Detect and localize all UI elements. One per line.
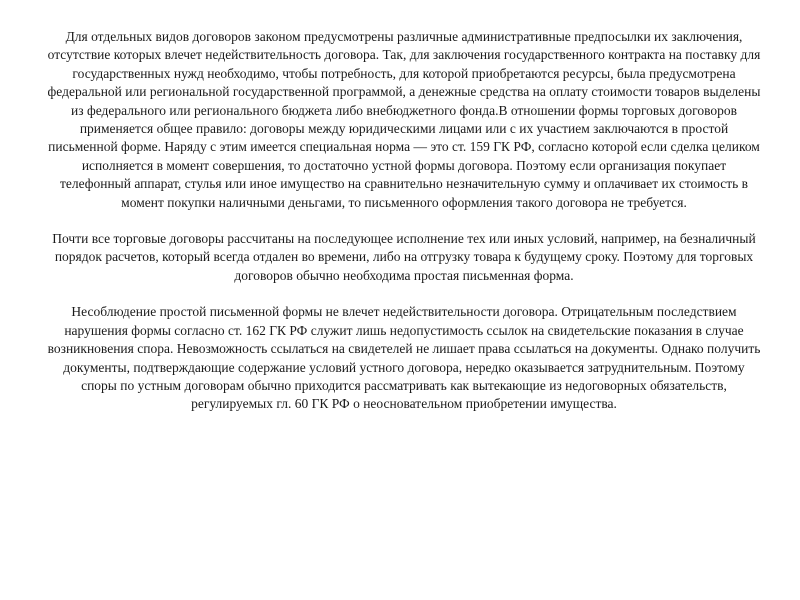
- paragraph-trade-contracts-form: Почти все торговые договоры рассчитаны на последующее исполнение тех или иных условий, например, на безналичный порядок расчетов, который всегда отдален во времени, либо на отгрузку товара к будущему сроку. Поэтому для торговых договоров обычно необходима простая письменная форма.: [52, 231, 756, 283]
- paragraph-administrative-prerequisites: Для отдельных видов договоров законом предусмотрены различные административные предпосылки их заключения, отсутствие которых влечет недействительность договора. Так, для заключения государственного контракта на поставку для государственных нужд необходимо, чтобы потребность, для которой приобретаются ресурсы, была предусмотрена федеральной или региональной государственной программой, а денежные средства на оплату стоимости товаров выделены из федерального или регионального бюджета либо внебюджетного фонда.В отношении формы торговых договоров применяется общее правило: договоры между юридическими лицами или с их участием заключаются в простой письменной форме. Наряду с этим имеется специальная норма — это ст. 159 ГК РФ, согласно которой если сделка целиком исполняется в момент совершения, то достаточно устной формы договора. Поэтому если организация покупает телефонный аппарат, стулья или иное имущество на сравнительно незначительную сумму и оплачивает их стоимость в момент покупки наличными деньгами, то письменного оформления такого договора не требуется.: [47, 29, 761, 210]
- slide-text-body: [46, 28, 762, 414]
- paragraph-noncompliance-consequences: Несоблюдение простой письменной формы не влечет недействительности договора. Отрицательным последствием нарушения формы согласно ст. 162 ГК РФ служит лишь недопустимость ссылок на свидетельские показания в случае возникновения спора. Невозможность ссылаться на свидетелей не лишает права ссылаться на документы. Однако получить документы, подтверждающие содержание условий устного договора, нередко оказывается затруднительным. Поэтому споры по устным договорам обычно приходится рассматривать как вытекающие из недоговорных обязательств, регулируемых гл. 60 ГК РФ о неосновательном приобретении имущества.: [47, 304, 761, 412]
